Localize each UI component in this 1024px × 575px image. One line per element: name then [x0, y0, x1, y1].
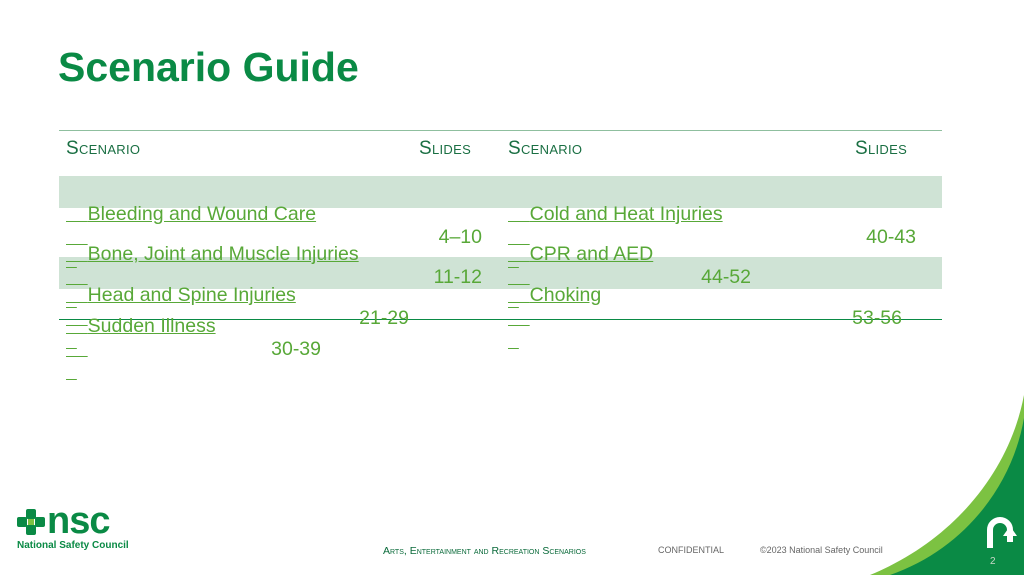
- nsc-wordmark: nsc: [47, 500, 110, 542]
- scenario-slides: 44-52: [701, 266, 751, 288]
- slide-title: Scenario Guide: [58, 44, 359, 90]
- nsc-plus-logo-icon: [17, 509, 45, 535]
- header-scenario-left: Scenario: [66, 138, 141, 159]
- scenario-slides: 21-29: [359, 307, 409, 329]
- scenario-name: CPR and AED: [529, 243, 654, 265]
- scenario-name: Bone, Joint and Muscle Injuries: [87, 243, 359, 265]
- scenario-name: Cold and Heat Injuries: [529, 203, 723, 225]
- scenario-slides: 53-56: [852, 307, 902, 329]
- scenario-link-sudden-illness[interactable]: [66, 292, 321, 384]
- scenario-slides: 30-39: [271, 338, 321, 360]
- footer-copyright: ©2023 National Safety Council: [760, 545, 883, 555]
- footer-deck-title: Arts, Entertainment and Recreation Scenarios: [383, 545, 586, 557]
- nsc-name: National Safety Council: [17, 540, 129, 551]
- scenario-name: Bleeding and Wound Care: [87, 203, 317, 225]
- scenario-slides: 11-12: [433, 266, 482, 288]
- scenario-slides: 40-43: [866, 226, 916, 248]
- scenario-name: Head and Spine Injuries: [87, 284, 296, 306]
- scenario-link-choking[interactable]: [508, 261, 902, 353]
- scenario-name: Choking: [529, 284, 602, 306]
- footer-confidential: CONFIDENTIAL: [658, 545, 725, 555]
- header-slides-left: Slides: [419, 138, 472, 159]
- nsc-logo: [17, 500, 129, 551]
- page-number: 2: [990, 556, 996, 567]
- header-scenario-right: Scenario: [508, 138, 583, 159]
- scenario-name: Sudden Illness: [87, 315, 216, 337]
- corner-swoosh-graphic: [860, 390, 1024, 575]
- scenario-table: [59, 130, 942, 360]
- header-slides-right: Slides: [855, 138, 908, 159]
- scenario-slides: 4–10: [438, 226, 482, 248]
